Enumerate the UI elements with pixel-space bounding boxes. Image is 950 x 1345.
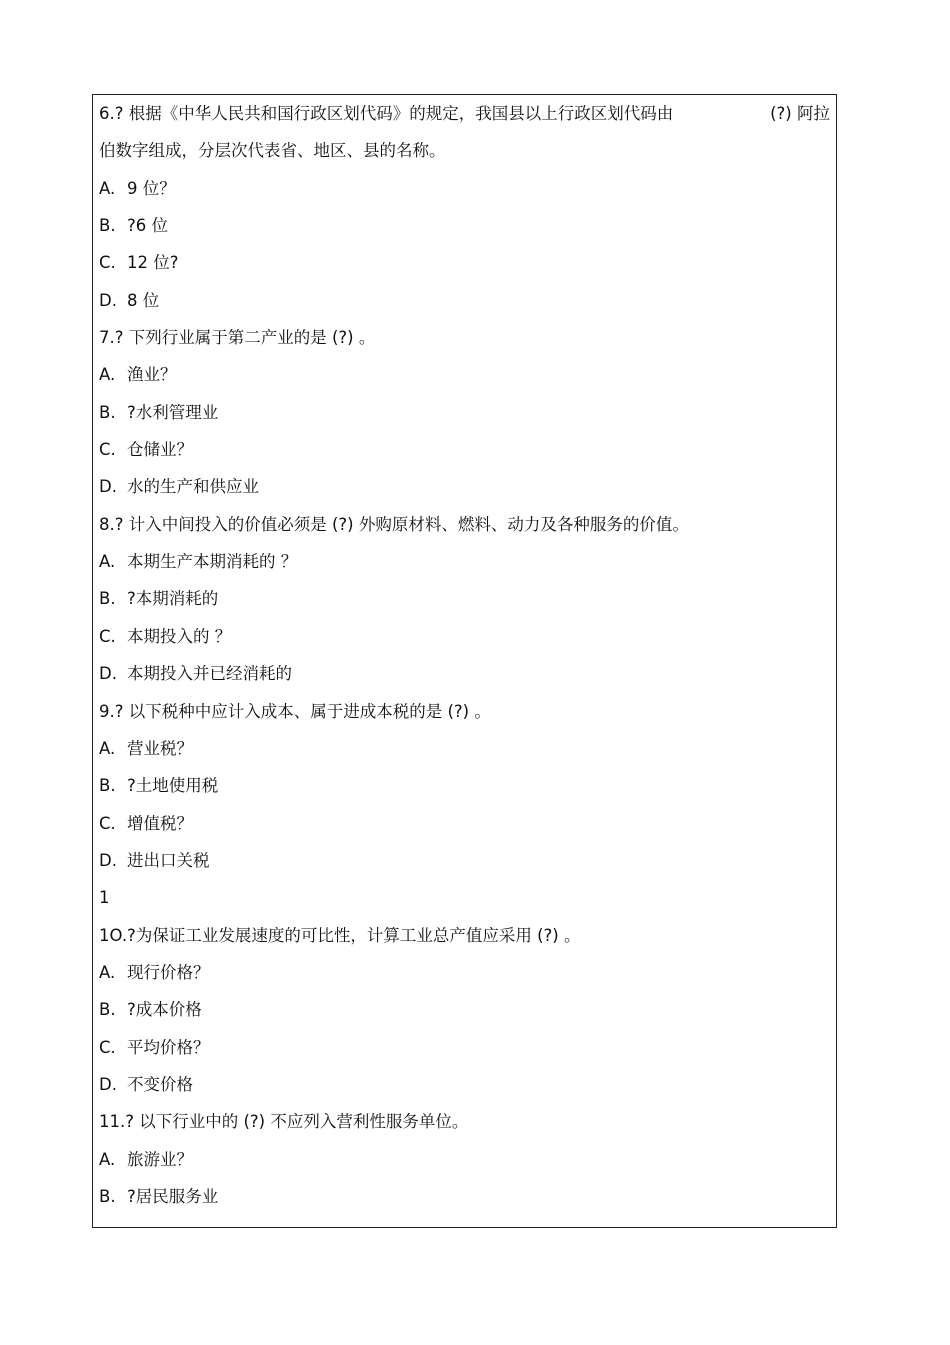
option-text: 本期生产本期消耗的 ？ bbox=[127, 552, 298, 572]
question-line bbox=[99, 511, 834, 548]
question-text: 11.? 以下行业中的 (?) 不应列入营利性服务单位。 bbox=[99, 1112, 469, 1132]
line-text: 伯数字组成，分层次代表省、地区、县的名称。 bbox=[99, 141, 446, 161]
option-letter: A. bbox=[99, 738, 116, 758]
question-line bbox=[99, 698, 834, 735]
option-text: ?水利管理业 bbox=[127, 402, 219, 422]
option-letter: A. bbox=[99, 962, 116, 982]
option-line bbox=[99, 249, 834, 286]
option-line bbox=[99, 623, 834, 660]
option-text: ?6 位 bbox=[127, 216, 169, 236]
option-letter: D. bbox=[99, 290, 117, 310]
option-letter: B. bbox=[99, 216, 116, 236]
option-line bbox=[99, 361, 834, 398]
option-text: ?本期消耗的 bbox=[127, 589, 219, 609]
option-line bbox=[99, 772, 834, 809]
option-line bbox=[99, 1071, 834, 1108]
question-line bbox=[99, 922, 834, 959]
option-text: 12 位? bbox=[127, 253, 179, 273]
option-letter: B. bbox=[99, 776, 116, 796]
option-text: 本期投入并已经消耗的 bbox=[127, 664, 292, 684]
option-letter: C. bbox=[99, 626, 116, 646]
option-letter: D. bbox=[99, 664, 117, 684]
option-letter: B. bbox=[99, 402, 116, 422]
option-line bbox=[99, 959, 834, 996]
question-line bbox=[99, 324, 834, 361]
option-line bbox=[99, 548, 834, 585]
option-line bbox=[99, 735, 834, 772]
option-letter: D. bbox=[99, 477, 117, 497]
question-line bbox=[99, 1108, 834, 1145]
option-line bbox=[99, 399, 834, 436]
option-text: 现行价格？ bbox=[127, 962, 210, 982]
question-text: 1O.?为保证工业发展速度的可比性，计算工业总产值应采用 (?) 。 bbox=[99, 925, 581, 945]
option-text: ?成本价格 bbox=[127, 1000, 202, 1020]
option-text: 增值税？ bbox=[127, 813, 193, 833]
option-line bbox=[99, 1034, 834, 1071]
option-letter: D. bbox=[99, 1074, 117, 1094]
option-text: 本期投入的 ？ bbox=[127, 626, 232, 646]
option-text: ?居民服务业 bbox=[127, 1186, 219, 1206]
option-text: 渔业？ bbox=[127, 365, 177, 385]
option-letter: A. bbox=[99, 178, 116, 198]
option-letter: B. bbox=[99, 589, 116, 609]
option-letter: A. bbox=[99, 365, 116, 385]
option-line bbox=[99, 1183, 834, 1220]
line-text: 1 bbox=[99, 888, 110, 908]
question-text: 9.? 以下税种中应计入成本、属于进成本税的是 (?) 。 bbox=[99, 701, 491, 721]
question-text: 6.? 根据《中华人民共和国行政区划代码》的规定，我国县以上行政区划代码由 bbox=[99, 104, 674, 123]
option-line bbox=[99, 847, 834, 884]
text-line bbox=[99, 137, 834, 174]
option-line bbox=[99, 436, 834, 473]
option-text: 旅游业？ bbox=[127, 1149, 193, 1169]
question-text-tail: (?) 阿拉 bbox=[770, 104, 830, 123]
option-text: 平均价格？ bbox=[127, 1037, 210, 1057]
option-line bbox=[99, 473, 834, 510]
option-letter: C. bbox=[99, 253, 116, 273]
option-letter: A. bbox=[99, 1149, 116, 1169]
option-line bbox=[99, 810, 834, 847]
option-letter: B. bbox=[99, 1186, 116, 1206]
document-body bbox=[99, 100, 834, 1220]
option-line bbox=[99, 660, 834, 697]
option-text: 进出口关税 bbox=[127, 850, 210, 870]
question-text: 7.? 下列行业属于第二产业的是 (?) 。 bbox=[99, 328, 376, 348]
text-line bbox=[99, 884, 834, 921]
option-text: 8 位 bbox=[127, 290, 160, 310]
option-line bbox=[99, 1146, 834, 1183]
option-letter: A. bbox=[99, 552, 116, 572]
option-text: 水的生产和供应业 bbox=[127, 477, 259, 497]
option-letter: C. bbox=[99, 1037, 116, 1057]
option-text: 仓储业？ bbox=[127, 440, 193, 460]
option-text: 9 位？ bbox=[127, 178, 176, 198]
option-letter: C. bbox=[99, 813, 116, 833]
option-line bbox=[99, 175, 834, 212]
option-letter: C. bbox=[99, 440, 116, 460]
option-text: 不变价格 bbox=[127, 1074, 193, 1094]
option-letter: B. bbox=[99, 1000, 116, 1020]
option-text: ?土地使用税 bbox=[127, 776, 219, 796]
question-text: 8.? 计入中间投入的价值必须是 (?) 外购原材料、燃料、动力及各种服务的价值。 bbox=[99, 514, 689, 534]
option-line bbox=[99, 996, 834, 1033]
option-text: 营业税？ bbox=[127, 738, 193, 758]
option-letter: D. bbox=[99, 850, 117, 870]
option-line bbox=[99, 212, 834, 249]
question-line bbox=[99, 100, 834, 137]
option-line bbox=[99, 287, 834, 324]
option-line bbox=[99, 585, 834, 622]
